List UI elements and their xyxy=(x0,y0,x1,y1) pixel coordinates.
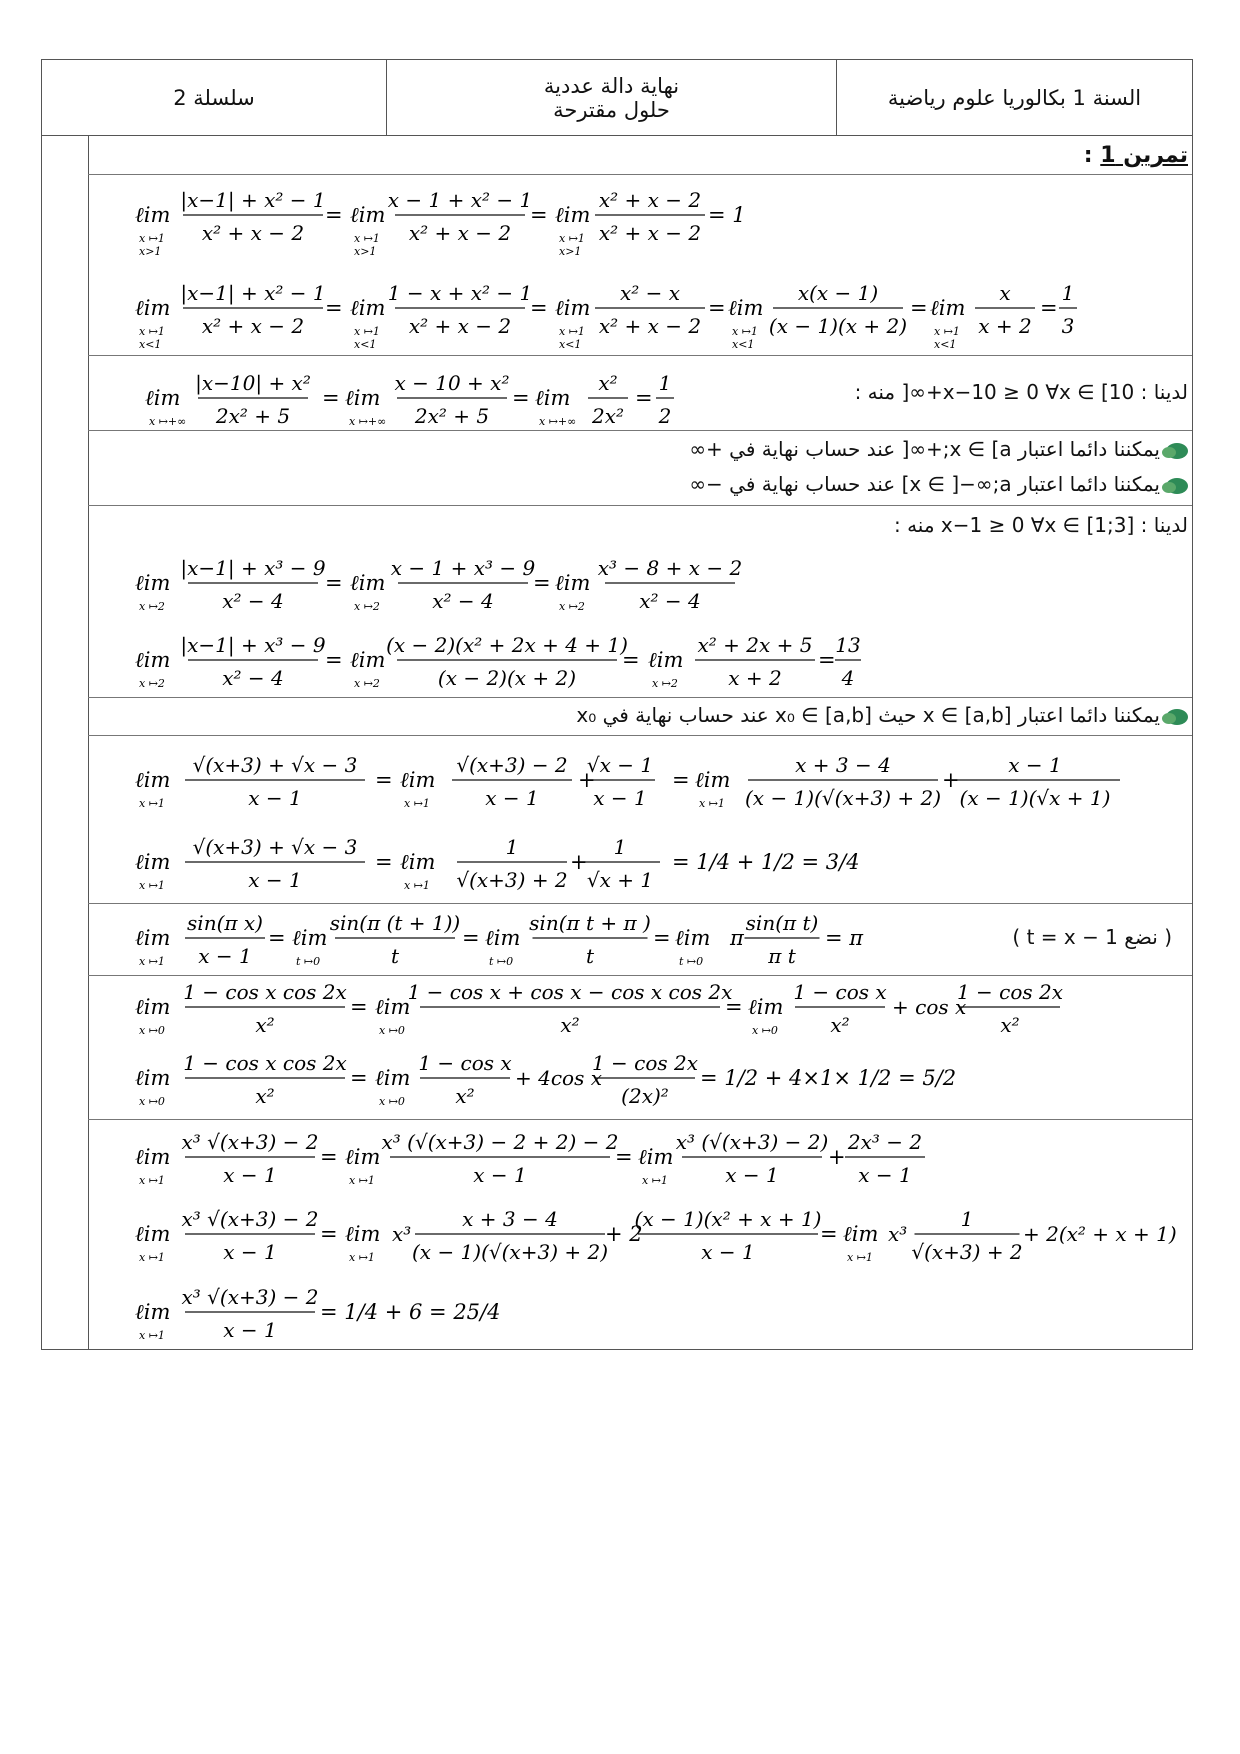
f1c-numerator: x² + x − 2 xyxy=(598,188,702,212)
f12a-denominator: x − 1 xyxy=(223,1240,277,1264)
f7a-numerator: √(x+3) + √x − 3 xyxy=(192,835,358,859)
f8c-numerator: sin(π t + π ) xyxy=(529,911,651,935)
f2a-numerator: |x−1| + x² − 1 xyxy=(180,281,326,305)
f3c-numerator: x² xyxy=(598,371,618,395)
equals-sign: = xyxy=(615,1145,633,1169)
topic-title: نهاية دالة عددية xyxy=(543,73,680,98)
equals-sign: = xyxy=(672,768,690,792)
equals-sign: = xyxy=(462,926,480,950)
f5c-numerator: x² + 2x + 5 xyxy=(697,633,813,657)
limit-subscript: x ↦2 xyxy=(652,677,678,690)
f2d-numerator: x(x − 1) xyxy=(797,281,879,305)
limit-subscript: x ↦1 xyxy=(934,325,960,338)
equals-sign: = xyxy=(708,296,726,320)
f13-result: = 1/4 + 6 = 25/4 xyxy=(320,1300,501,1324)
tip-minus-infinity-text: يمكننا دائما اعتبار x ∈ ]−∞;a] عند حساب نهاية في −∞ xyxy=(689,472,1160,496)
limit-subscript: x ↦1 xyxy=(642,1174,668,1187)
f5c-denominator: x + 2 xyxy=(728,666,782,690)
f12b-numerator: x + 3 − 4 xyxy=(462,1207,558,1231)
f9-cos: + cos x xyxy=(892,995,967,1019)
equals-sign: = xyxy=(325,571,343,595)
limit-subscript: x ↦1 xyxy=(139,797,165,810)
equals-sign: = xyxy=(325,648,343,672)
limit-operator: ℓim xyxy=(135,926,171,950)
f5b-numerator: (x − 2)(x² + 2x + 4 + 1) xyxy=(386,633,628,657)
f8d-denominator: π t xyxy=(768,944,796,968)
limit-subscript: t ↦0 xyxy=(489,955,514,968)
equals-sign: = xyxy=(350,1066,368,1090)
limit-operator: ℓim xyxy=(638,1145,674,1169)
equals-sign: = xyxy=(530,296,548,320)
f11d-numerator: 2x³ − 2 xyxy=(847,1130,923,1154)
limit-subscript: x ↦0 xyxy=(379,1024,405,1037)
f3b-denominator: 2x² + 5 xyxy=(414,404,490,428)
limit-operator: ℓim xyxy=(748,995,784,1019)
limit-operator: ℓim xyxy=(695,768,731,792)
f5-result-numerator: 13 xyxy=(835,633,861,657)
limit-operator: ℓim xyxy=(135,203,171,227)
limit-subscript: x ↦2 xyxy=(139,600,165,613)
limit-operator: ℓim xyxy=(350,203,386,227)
f6e-denominator: (x − 1)(√x + 1) xyxy=(959,786,1111,810)
f6c-denominator: x − 1 xyxy=(593,786,647,810)
f6a-numerator: √(x+3) + √x − 3 xyxy=(192,753,358,777)
f5a-denominator: x² − 4 xyxy=(222,666,284,690)
limit-subscript: x ↦2 xyxy=(354,600,380,613)
equals-sign: = xyxy=(820,1222,838,1246)
f10a-numerator: 1 − cos x cos 2x xyxy=(183,1051,347,1075)
equals-sign: = xyxy=(320,1222,338,1246)
limit-subscript: x ↦1 xyxy=(139,955,165,968)
equals-sign: = xyxy=(350,995,368,1019)
f9c-denominator: x² xyxy=(830,1013,850,1037)
limit-operator: ℓim xyxy=(292,926,328,950)
x-cubed: x³ xyxy=(888,1222,908,1246)
limit-operator: ℓim xyxy=(843,1222,879,1246)
f2-result-denominator: 3 xyxy=(1061,314,1075,338)
f9b-denominator: x² xyxy=(560,1013,580,1037)
f8b-denominator: t xyxy=(390,944,400,968)
limit-subscript: x ↦1 xyxy=(847,1251,873,1264)
limit-operator: ℓim xyxy=(400,768,436,792)
f12-tail: + 2(x² + x + 1) xyxy=(1023,1222,1177,1246)
f8c-denominator: t xyxy=(585,944,595,968)
f11b-denominator: x − 1 xyxy=(473,1163,527,1187)
pi-symbol: π xyxy=(730,926,744,950)
f2d-denominator: (x − 1)(x + 2) xyxy=(768,314,908,338)
f7b-numerator: 1 xyxy=(505,835,519,859)
f9a-denominator: x² xyxy=(255,1013,275,1037)
f12d-numerator: 1 xyxy=(960,1207,974,1231)
f8a-denominator: x − 1 xyxy=(198,944,252,968)
limit-operator: ℓim xyxy=(485,926,521,950)
f10b-denominator: x² xyxy=(455,1084,475,1108)
limit-operator: ℓim xyxy=(135,850,171,874)
f9a-numerator: 1 − cos x cos 2x xyxy=(183,980,347,1004)
plus-sign: + xyxy=(578,768,596,792)
limit-subscript: x ↦1 xyxy=(404,797,430,810)
f1a-denominator: x² + x − 2 xyxy=(201,221,305,245)
plus-sign: + xyxy=(828,1145,846,1169)
f7b-denominator: √(x+3) + 2 xyxy=(456,868,568,892)
f4b-numerator: x − 1 + x³ − 9 xyxy=(390,556,536,580)
limit-operator: ℓim xyxy=(345,1145,381,1169)
limit-condition: x>1 xyxy=(354,245,377,258)
tip-plus-infinity-text: يمكننا دائما اعتبار x ∈ [a;+∞[ عند حساب نهاية في +∞ xyxy=(689,437,1160,461)
limit-operator: ℓim xyxy=(345,1222,381,1246)
f1b-numerator: x − 1 + x² − 1 xyxy=(387,188,533,212)
note-l4: لدينا : x−1 ≥ 0 ∀x ∈ [1;3] منه : xyxy=(893,513,1188,537)
limit-subscript: x ↦2 xyxy=(559,600,585,613)
limit-subscript: x ↦+∞ xyxy=(539,415,577,428)
equals-sign: = xyxy=(322,386,340,410)
limit-operator: ℓim xyxy=(350,571,386,595)
tip-x0-text: يمكننا دائما اعتبار x ∈ [a,b] حيث x₀ ∈ [a,b] عند حساب نهاية في x₀ xyxy=(576,703,1160,727)
series-label: سلسلة 2 xyxy=(173,85,255,110)
f6d-denominator: (x − 1)(√(x+3) + 2) xyxy=(745,786,941,810)
f3c-denominator: 2x² xyxy=(591,404,625,428)
limit-operator: ℓim xyxy=(350,648,386,672)
limit-subscript: x ↦1 xyxy=(559,325,585,338)
f7-result: = 1/4 + 1/2 = 3/4 xyxy=(672,850,860,874)
limit-operator: ℓim xyxy=(675,926,711,950)
f9d-numerator: 1 − cos 2x xyxy=(956,980,1064,1004)
limit-condition: x<1 xyxy=(354,338,377,351)
f7a-denominator: x − 1 xyxy=(248,868,302,892)
limit-operator: ℓim xyxy=(375,1066,411,1090)
f13a-numerator: x³ √(x+3) − 2 xyxy=(181,1285,319,1309)
exercise-title-colon: : xyxy=(1083,143,1093,168)
f7c-denominator: √x + 1 xyxy=(586,868,654,892)
f12d-denominator: √(x+3) + 2 xyxy=(911,1240,1023,1264)
limit-operator: ℓim xyxy=(135,1222,171,1246)
f6b-numerator: √(x+3) − 2 xyxy=(456,753,568,777)
limit-operator: ℓim xyxy=(135,648,171,672)
limit-operator: ℓim xyxy=(135,995,171,1019)
equals-sign: = xyxy=(1040,296,1058,320)
f8-result: = π xyxy=(825,926,864,950)
equals-sign: = xyxy=(325,296,343,320)
f1-result: = 1 xyxy=(708,203,746,227)
level-label: السنة 1 بكالوريا علوم رياضية xyxy=(887,85,1142,110)
limit-condition: x<1 xyxy=(732,338,755,351)
equals-sign: = xyxy=(533,571,551,595)
equals-sign: = xyxy=(530,203,548,227)
f10b-numerator: 1 − cos x xyxy=(418,1051,512,1075)
f10c-denominator: (2x)² xyxy=(621,1084,669,1108)
f3-result-numerator: 1 xyxy=(658,371,672,395)
limit-operator: ℓim xyxy=(135,296,171,320)
limit-operator: ℓim xyxy=(345,386,381,410)
limit-condition: x<1 xyxy=(934,338,957,351)
limit-subscript: x ↦0 xyxy=(752,1024,778,1037)
equals-sign: = xyxy=(320,1145,338,1169)
limit-operator: ℓim xyxy=(375,995,411,1019)
exercise-title-text: تمرين 1 xyxy=(1100,143,1188,168)
equals-sign: = xyxy=(725,995,743,1019)
f12c-numerator: (x − 1)(x² + x + 1) xyxy=(634,1207,822,1231)
f10c-numerator: 1 − cos 2x xyxy=(591,1051,699,1075)
limit-subscript: t ↦0 xyxy=(679,955,704,968)
f2e-numerator: x xyxy=(999,281,1011,305)
limit-operator: ℓim xyxy=(145,386,181,410)
f9c-numerator: 1 − cos x xyxy=(793,980,887,1004)
limit-operator: ℓim xyxy=(728,296,764,320)
f11c-denominator: x − 1 xyxy=(725,1163,779,1187)
equals-sign: = xyxy=(635,386,653,410)
limit-subscript: t ↦0 xyxy=(296,955,321,968)
limit-subscript: x ↦0 xyxy=(139,1095,165,1108)
f2c-denominator: x² + x − 2 xyxy=(598,314,702,338)
limit-subscript: x ↦1 xyxy=(139,1329,165,1342)
f4c-numerator: x³ − 8 + x − 2 xyxy=(597,556,743,580)
equals-sign: = xyxy=(622,648,640,672)
plus-two: + 2 xyxy=(605,1222,643,1246)
f8a-numerator: sin(π x) xyxy=(187,911,263,935)
f2e-denominator: x + 2 xyxy=(978,314,1032,338)
equals-sign: = xyxy=(910,296,928,320)
f6c-numerator: √x − 1 xyxy=(586,753,654,777)
f6e-numerator: x − 1 xyxy=(1008,753,1062,777)
equals-sign: = xyxy=(653,926,671,950)
limit-condition: x>1 xyxy=(139,245,162,258)
f6a-denominator: x − 1 xyxy=(248,786,302,810)
topic-subtitle: حلول مقترحة xyxy=(553,97,670,122)
limit-operator: ℓim xyxy=(555,571,591,595)
f4a-numerator: |x−1| + x³ − 9 xyxy=(180,556,326,580)
limit-subscript: x ↦1 xyxy=(349,1174,375,1187)
f2a-denominator: x² + x − 2 xyxy=(201,314,305,338)
limit-subscript: x ↦1 xyxy=(404,879,430,892)
limit-subscript: x ↦+∞ xyxy=(349,415,387,428)
limit-operator: ℓim xyxy=(400,850,436,874)
f6b-denominator: x − 1 xyxy=(485,786,539,810)
f9d-denominator: x² xyxy=(1000,1013,1020,1037)
f10-result: = 1/2 + 4×1× 1/2 = 5/2 xyxy=(700,1066,957,1090)
x-cubed: x³ xyxy=(392,1222,412,1246)
f11b-numerator: x³ (√(x+3) − 2 + 2) − 2 xyxy=(381,1130,619,1154)
f13a-denominator: x − 1 xyxy=(223,1318,277,1342)
limit-subscript: x ↦1 xyxy=(139,879,165,892)
f12c-denominator: x − 1 xyxy=(701,1240,755,1264)
equals-sign: = xyxy=(512,386,530,410)
limit-subscript: x ↦1 xyxy=(732,325,758,338)
limit-operator: ℓim xyxy=(135,571,171,595)
limit-subscript: x ↦2 xyxy=(354,677,380,690)
f12b-denominator: (x − 1)(√(x+3) + 2) xyxy=(412,1240,608,1264)
limit-subscript: x ↦2 xyxy=(139,677,165,690)
f3-result-denominator: 2 xyxy=(658,404,672,428)
limit-subscript: x ↦1 xyxy=(349,1251,375,1264)
f1a-numerator: |x−1| + x² − 1 xyxy=(180,188,326,212)
f11d-denominator: x − 1 xyxy=(858,1163,912,1187)
f11a-denominator: x − 1 xyxy=(223,1163,277,1187)
equals-sign: = xyxy=(375,768,393,792)
limit-operator: ℓim xyxy=(648,648,684,672)
f9b-numerator: 1 − cos x + cos x − cos x cos 2x xyxy=(407,980,733,1004)
note-substitution: ( نضع t = x − 1 ) xyxy=(1012,925,1172,949)
f2b-denominator: x² + x − 2 xyxy=(408,314,512,338)
f4a-denominator: x² − 4 xyxy=(222,589,284,613)
limit-operator: ℓim xyxy=(350,296,386,320)
limit-condition: x>1 xyxy=(559,245,582,258)
f1b-denominator: x² + x − 2 xyxy=(408,221,512,245)
limit-subscript: x ↦1 xyxy=(139,325,165,338)
limit-operator: ℓim xyxy=(135,1066,171,1090)
limit-subscript: x ↦1 xyxy=(354,232,380,245)
f6d-numerator: x + 3 − 4 xyxy=(795,753,891,777)
plus-sign: + xyxy=(942,768,960,792)
limit-condition: x<1 xyxy=(139,338,162,351)
plus-sign: + xyxy=(570,850,588,874)
equals-sign: = xyxy=(375,850,393,874)
f11c-numerator: x³ (√(x+3) − 2) xyxy=(675,1130,829,1154)
equals-sign: = xyxy=(325,203,343,227)
limit-operator: ℓim xyxy=(555,203,591,227)
f12a-numerator: x³ √(x+3) − 2 xyxy=(181,1207,319,1231)
f1c-denominator: x² + x − 2 xyxy=(598,221,702,245)
equals-sign: = xyxy=(268,926,286,950)
f5b-denominator: (x − 2)(x + 2) xyxy=(437,666,577,690)
f2b-numerator: 1 − x + x² − 1 xyxy=(387,281,533,305)
limit-subscript: x ↦1 xyxy=(139,1251,165,1264)
f4c-denominator: x² − 4 xyxy=(639,589,701,613)
limit-operator: ℓim xyxy=(930,296,966,320)
note-l3: لدينا : x−10 ≥ 0 ∀x ∈ [10+∞[ منه : xyxy=(854,380,1188,404)
f2c-numerator: x² − x xyxy=(619,281,681,305)
f2-result-numerator: 1 xyxy=(1061,281,1075,305)
f5a-numerator: |x−1| + x³ − 9 xyxy=(180,633,326,657)
limit-subscript: x ↦+∞ xyxy=(149,415,187,428)
limit-subscript: x ↦1 xyxy=(354,325,380,338)
limit-operator: ℓim xyxy=(135,1145,171,1169)
limit-operator: ℓim xyxy=(535,386,571,410)
limit-subscript: x ↦1 xyxy=(139,232,165,245)
f11a-numerator: x³ √(x+3) − 2 xyxy=(181,1130,319,1154)
f4b-denominator: x² − 4 xyxy=(432,589,494,613)
limit-operator: ℓim xyxy=(135,1300,171,1324)
limit-subscript: x ↦1 xyxy=(699,797,725,810)
limit-subscript: x ↦1 xyxy=(139,1174,165,1187)
f3a-denominator: 2x² + 5 xyxy=(215,404,291,428)
limit-condition: x<1 xyxy=(559,338,582,351)
f8b-numerator: sin(π (t + 1)) xyxy=(329,911,461,935)
limit-operator: ℓim xyxy=(135,768,171,792)
f5-result-denominator: 4 xyxy=(841,666,855,690)
f3a-numerator: |x−10| + x² xyxy=(195,371,311,395)
f3b-numerator: x − 10 + x² xyxy=(394,371,510,395)
limit-subscript: x ↦1 xyxy=(559,232,585,245)
equals-sign: = xyxy=(818,648,836,672)
limit-subscript: x ↦0 xyxy=(139,1024,165,1037)
f7c-numerator: 1 xyxy=(613,835,627,859)
f10-cos: + 4cos x xyxy=(515,1066,602,1090)
f10a-denominator: x² xyxy=(255,1084,275,1108)
f8d-numerator: sin(π t) xyxy=(745,911,819,935)
limit-operator: ℓim xyxy=(555,296,591,320)
limit-subscript: x ↦0 xyxy=(379,1095,405,1108)
